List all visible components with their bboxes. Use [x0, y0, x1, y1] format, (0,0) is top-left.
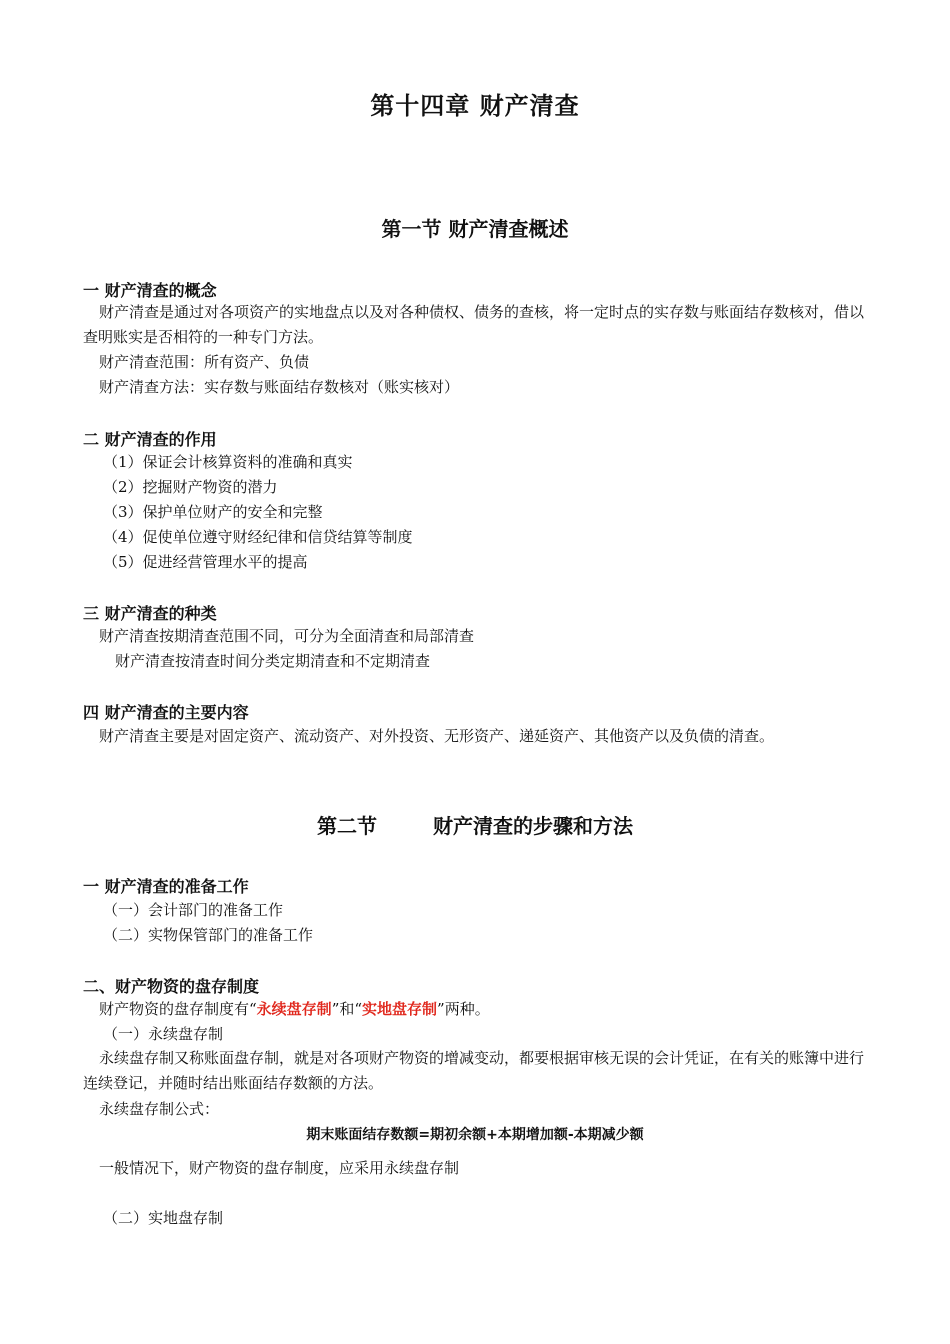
s1-part1-heading: 一 财产清查的概念	[83, 281, 217, 300]
s2-formula-label: 永续盘存制公式：	[99, 1100, 220, 1118]
section2-title	[0, 810, 950, 839]
list-item: （5）促进经营管理水平的提高	[103, 553, 308, 571]
s1-part4-text: 财产清查主要是对固定资产、流动资产、对外投资、无形资产、递延资产、其他资产以及负债的清查。	[99, 727, 775, 745]
intro-text: ”两种。	[437, 1000, 490, 1018]
highlight-periodic: 实地盘存制	[362, 1000, 438, 1018]
s2-note: 一般情况下，财产物资的盘存制度，应采用永续盘存制	[99, 1159, 460, 1177]
s1-part4-heading: 四 财产清查的主要内容	[83, 703, 249, 722]
s1-part1-scope: 财产清查范围：所有资产、负债	[99, 353, 310, 371]
s2-part2-heading: 二、财产物资的盘存制度	[83, 977, 260, 996]
s1-part2-heading: 二 财产清查的作用	[83, 430, 217, 449]
list-item: （1）保证会计核算资料的准确和真实	[103, 453, 353, 471]
highlight-perpetual: 永续盘存制	[256, 1000, 332, 1018]
section1-title: 第一节 财产清查概述	[381, 217, 569, 241]
s2-sub1-text: 永续盘存制又称账面盘存制，就是对各项财产物资的增减变动，都要根据审核无误的会计凭证，在有关的账簿中进行连续登记，并随时结出账面结存数额的方法。	[83, 1049, 865, 1092]
list-item: （二）实物保管部门的准备工作	[103, 926, 314, 944]
s2-part1-heading: 一 财产清查的准备工作	[83, 877, 249, 896]
s2-part2-intro	[99, 997, 490, 1022]
list-item: （2）挖掘财产物资的潜力	[103, 478, 278, 496]
formula: 期末账面结存数额=期初余额+本期增加额-本期减少额	[306, 1127, 644, 1143]
s1-part1-method: 财产清查方法：实存数与账面结存数核对（账实核对）	[99, 378, 460, 396]
s2-sub1-heading: （一）永续盘存制	[103, 1025, 224, 1043]
intro-text: ”和“	[331, 1000, 363, 1018]
s1-part1-definition: 财产清查是通过对各项资产的实地盘点以及对各种债权、债务的查核，将一定时点的实存数与账面结存数核对，借以查明账实是否相符的一种专门方法。	[83, 303, 865, 346]
s1-part3-heading: 三 财产清查的种类	[83, 604, 217, 623]
list-item: （一）会计部门的准备工作	[103, 901, 284, 919]
section2-title-number: 第二节	[317, 814, 377, 838]
s1-part3-line2: 财产清查按清查时间分类定期清查和不定期清查	[115, 652, 431, 670]
list-item: （4）促使单位遵守财经纪律和信贷结算等制度	[103, 528, 413, 546]
list-item: （3）保护单位财产的安全和完整	[103, 503, 323, 521]
section2-title-text: 财产清查的步骤和方法	[433, 814, 633, 838]
chapter-title: 第十四章 财产清查	[370, 92, 580, 120]
intro-text: 财产物资的盘存制度有“	[99, 1000, 257, 1018]
s1-part3-line1: 财产清查按期清查范围不同，可分为全面清查和局部清查	[99, 627, 475, 645]
s2-sub2-heading: （二）实地盘存制	[103, 1209, 224, 1227]
